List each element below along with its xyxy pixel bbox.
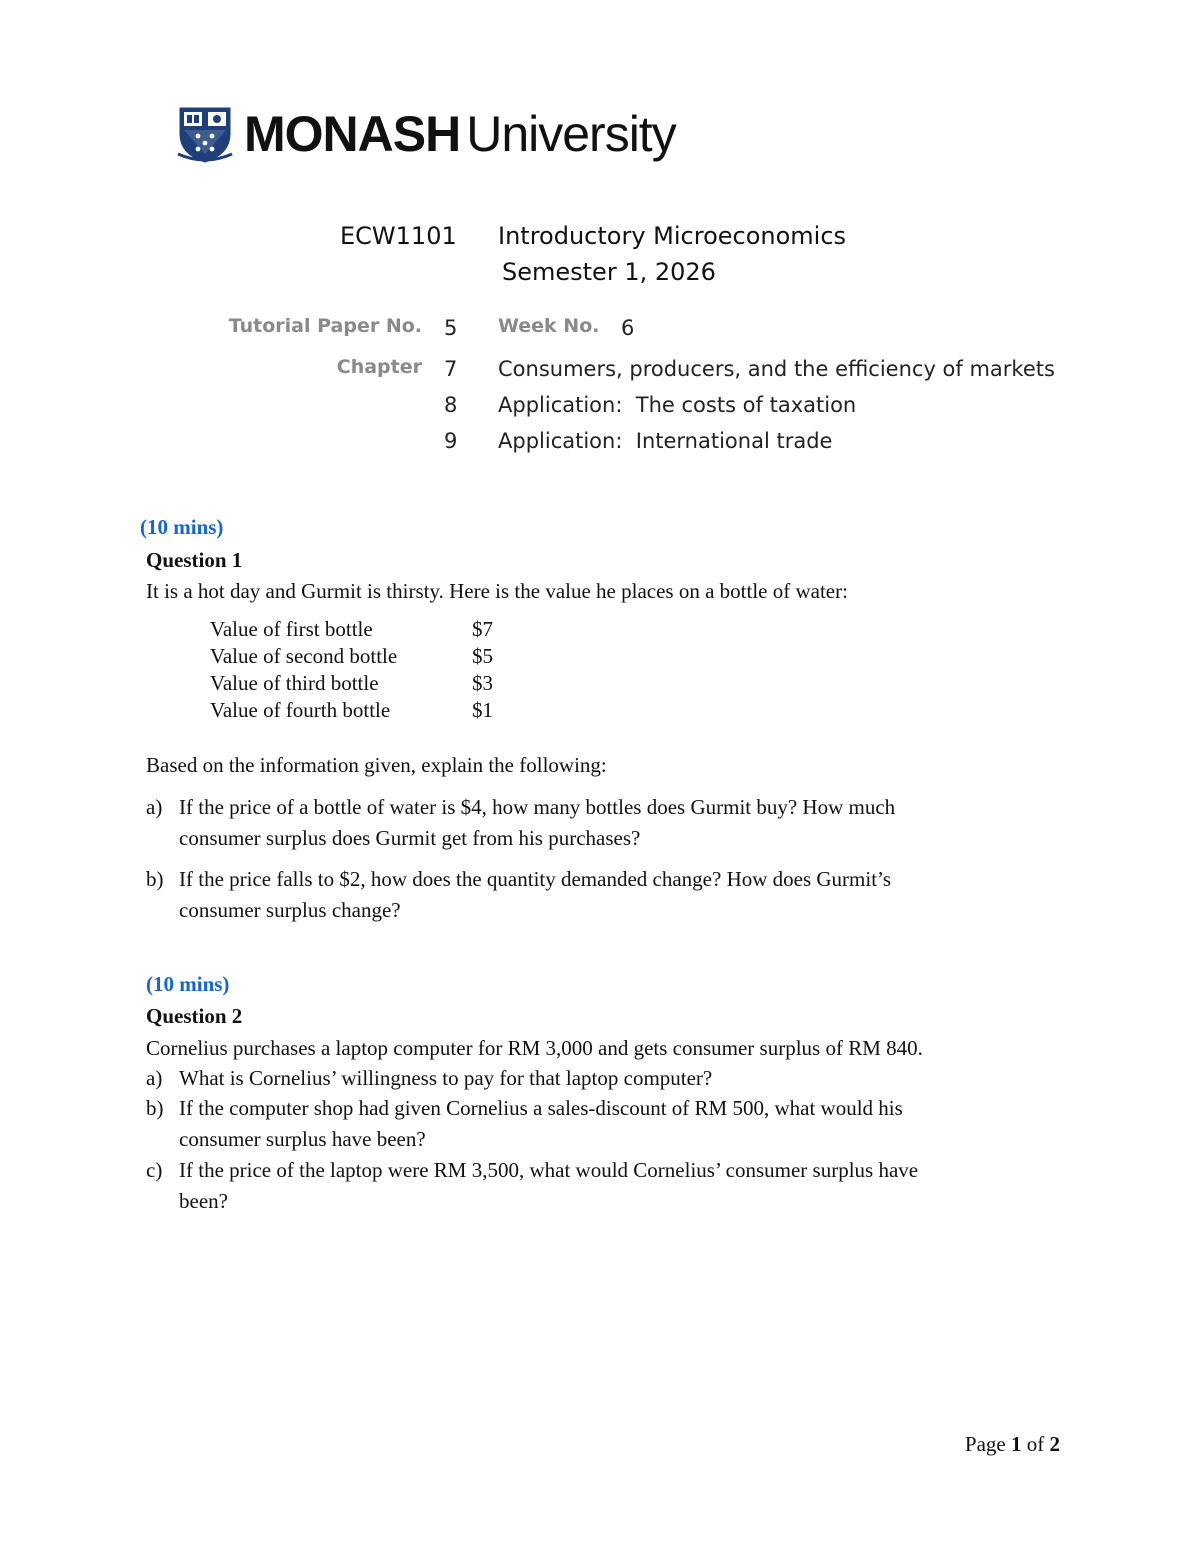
value-amount: $3 (472, 671, 493, 695)
page-total: 2 (1049, 1432, 1060, 1456)
value-label: Value of fourth bottle (210, 698, 391, 722)
value-amount: $1 (472, 698, 493, 722)
question2-intro: Cornelius purchases a laptop computer for RM 3,000 and gets consumer surplus of RM 840. (146, 1036, 923, 1060)
week-label: Week No. (498, 315, 600, 337)
course-title: Introductory Microeconomics (498, 222, 847, 250)
part-label: a) (146, 1066, 163, 1090)
part-label: a) (146, 795, 163, 819)
question1-intro: It is a hot day and Gurmit is thirsty. Here is the value he places on a bottle of water: (146, 579, 848, 603)
part-label: b) (146, 867, 164, 891)
tutorial-number: 5 (444, 316, 458, 340)
semester: Semester 1, 2026 (502, 258, 716, 286)
question2-time: (10 mins) (146, 972, 230, 996)
question1-title: Question 1 (146, 548, 243, 572)
value-label: Value of third bottle (210, 671, 379, 695)
part-text: been? (179, 1189, 228, 1213)
page-current: 1 (1011, 1432, 1022, 1456)
part-label: c) (146, 1158, 163, 1182)
part-text: What is Cornelius’ willingness to pay for that laptop computer? (179, 1066, 713, 1090)
tutorial-label: Tutorial Paper No. (228, 315, 422, 337)
logo-wordmark (244, 106, 676, 175)
part-text: consumer surplus does Gurmit get from his purchases? (179, 826, 641, 850)
week-number: 6 (621, 316, 635, 340)
part-text: If the price falls to $2, how does the quantity demanded change? How does Gurmit’s (179, 867, 892, 891)
logo-wordmark-regular: University (466, 106, 676, 162)
of-word: of (1026, 1432, 1045, 1456)
chapter-title: Application: International trade (498, 429, 833, 453)
chapter-number: 8 (444, 393, 458, 417)
part-text: If the price of a bottle of water is $4, how many bottles does Gurmit buy? How much (179, 795, 896, 819)
monash-crest-icon (176, 104, 234, 164)
question1-prompt: Based on the information given, explain the following: (146, 753, 607, 777)
page-word: Page (964, 1432, 1006, 1456)
chapter-title: Application: The costs of taxation (498, 393, 857, 417)
part-text: consumer surplus change? (179, 898, 401, 922)
chapter-number: 7 (444, 357, 458, 381)
logo-wordmark-bold: MONASH (244, 106, 461, 162)
course-code: ECW1101 (340, 222, 457, 250)
part-text: If the computer shop had given Cornelius a sales-discount of RM 500, what would his (179, 1096, 903, 1120)
question2-title: Question 2 (146, 1004, 243, 1028)
value-amount: $5 (472, 644, 493, 668)
chapter-title: Consumers, producers, and the efficiency of markets (498, 357, 1055, 381)
part-text: If the price of the laptop were RM 3,500, what would Cornelius’ consumer surplus have (179, 1158, 919, 1182)
question1-time: (10 mins) (140, 515, 224, 539)
value-label: Value of first bottle (210, 617, 373, 641)
part-text: consumer surplus have been? (179, 1127, 426, 1151)
value-label: Value of second bottle (210, 644, 398, 668)
page-number (965, 1432, 1060, 1457)
part-label: b) (146, 1096, 164, 1120)
chapter-label: Chapter (336, 356, 422, 378)
value-amount: $7 (472, 617, 493, 641)
chapter-number: 9 (444, 429, 458, 453)
